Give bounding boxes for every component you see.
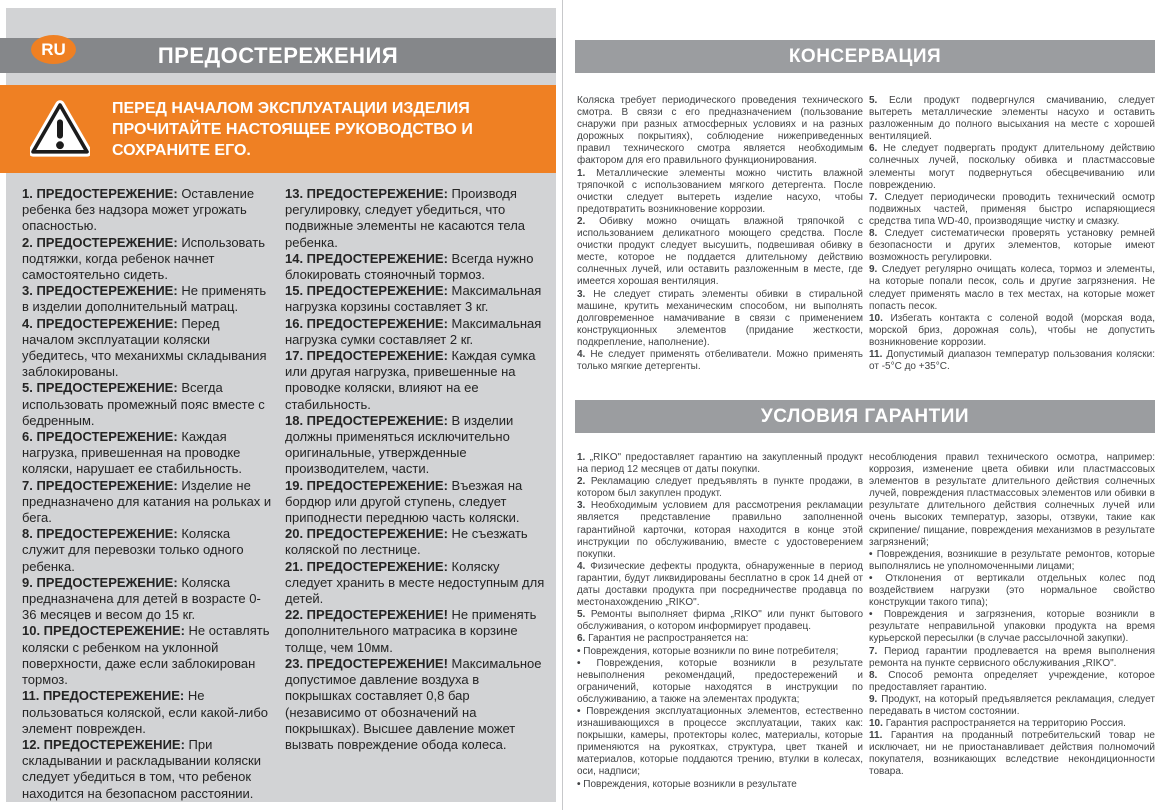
warranty-paragraph	[577, 658, 863, 706]
language-badge	[31, 35, 76, 64]
warning-label: 11. ПРЕДОСТЕРЕЖЕНИЕ:	[22, 688, 185, 704]
warning-text: Не съезжать коляской по лестнице.	[285, 526, 528, 558]
warning-label: 9. ПРЕДОСТЕРЕЖЕНИЕ:	[22, 574, 178, 590]
paragraph-text: Повреждения и загрязнения, которые возникли в результате неправильной упаковки продукта на время курьерской пересылки (в случае рассылочной закупки).	[869, 609, 1155, 645]
warning-item	[285, 656, 547, 753]
paragraph-text: Отклонения от вертикали отдельных колес под воздействием нагрузки (это нормальное свойство конструкции такого типа);	[869, 572, 1155, 609]
warning-label: 16. ПРЕДОСТЕРЕЖЕНИЕ:	[285, 315, 448, 331]
warning-item	[285, 283, 547, 315]
paragraph-text: Следует периодически проводить технический осмотр подвижных частей, применяя быстро испаряющиеся средства типа WD-40, производящие чистку и смазку.	[869, 191, 1155, 227]
warning-item	[285, 526, 547, 558]
warning-label: 15. ПРЕДОСТЕРЕЖЕНИЕ:	[285, 283, 448, 299]
warning-item	[285, 413, 547, 478]
paragraph-number: •	[869, 609, 873, 621]
maintenance-paragraph	[577, 349, 863, 373]
warning-item	[22, 575, 274, 624]
notice-banner	[0, 85, 556, 173]
warranty-columns	[577, 452, 1155, 791]
warning-label: 14. ПРЕДОСТЕРЕЖЕНИЕ:	[285, 250, 448, 266]
paragraph-text: Если продукт подвергнулся смачиванию, следует вытереть металлические элементы насухо и оставить разложенным до полного высыхания на месте с хорошей вентиляцией.	[869, 95, 1155, 143]
paragraph-number: 3.	[577, 500, 586, 512]
paragraph-number: 6.	[577, 633, 586, 645]
paragraph-number: 10.	[869, 718, 883, 730]
maintenance-paragraph	[869, 264, 1155, 312]
warning-item	[22, 235, 274, 284]
maintenance-paragraph	[869, 95, 1155, 143]
maintenance-paragraph	[869, 349, 1155, 373]
warning-label: 3. ПРЕДОСТЕРЕЖЕНИЕ:	[22, 283, 178, 299]
warning-text: Коляску следует хранить в месте недоступным для детей.	[285, 558, 545, 607]
warning-item	[22, 283, 274, 315]
warning-label: 5. ПРЕДОСТЕРЕЖЕНИЕ:	[22, 380, 178, 396]
paragraph-number: 2.	[577, 476, 586, 488]
warning-item	[22, 688, 274, 737]
warranty-paragraph	[869, 730, 1155, 778]
warning-label: 19. ПРЕДОСТЕРЕЖЕНИЕ:	[285, 477, 448, 493]
warranty-header-bar	[575, 400, 1155, 433]
warning-item	[285, 607, 547, 656]
warning-triangle-icon	[30, 98, 90, 160]
paragraph-number: •	[577, 645, 581, 657]
warranty-paragraph	[577, 500, 863, 560]
paragraph-text: Допустимый диапазон температур пользования коляски: от -5°C до +35°C.	[869, 348, 1155, 373]
paragraph-number: 11.	[869, 348, 883, 360]
warning-item	[285, 186, 547, 251]
warning-label: 22. ПРЕДОСТЕРЕЖЕНИЕ!	[285, 607, 448, 623]
paragraph-number: •	[869, 572, 873, 584]
warning-text: Производя регулировку, следует убедиться, что подвижные элементы не касаются тела ребенка.	[285, 186, 526, 250]
warning-text: Максимальное допустимое давление воздуха в покрышках составляет 0,8 бар (независимо от обозначений на покрышках). Высшее давление может вызвать повреждение обода колеса.	[285, 655, 542, 752]
warning-label: 20. ПРЕДОСТЕРЕЖЕНИЕ:	[285, 526, 448, 542]
warning-item	[22, 380, 274, 429]
warning-text: Въезжая на бордюр или другой ступень, следует приподнести переднюю часть коляски.	[285, 477, 523, 526]
warnings-column-1	[22, 186, 274, 802]
warning-item	[22, 526, 274, 575]
warranty-paragraph	[577, 633, 863, 645]
paragraph-number: 1.	[577, 167, 586, 179]
paragraph-number: 8.	[869, 669, 878, 681]
warning-item	[285, 478, 547, 527]
warranty-paragraph	[869, 549, 1155, 573]
paragraph-text: Повреждения, которые возникли в результате	[583, 778, 797, 790]
warning-text: Каждая сумка или другая нагрузка, привешенные на проводке коляски, влияют на ее стабильность.	[285, 348, 536, 412]
paragraph-text: Избегать контакта с соленой водой (морская вода, морской бриз, дорожная соль), чтобы не допустить возникновение коррозии.	[869, 312, 1155, 348]
warning-label: 2. ПРЕДОСТЕРЕЖЕНИЕ:	[22, 234, 178, 250]
paragraph-text: Следует систематически проверять установку ремней безопасности и других элементов, которые имеют возможность регулировки.	[869, 228, 1156, 264]
paragraph-number: 7.	[869, 645, 878, 657]
warning-text: Не пользоваться коляской, если какой-либо элемент поврежден.	[22, 688, 268, 736]
warning-label: 4. ПРЕДОСТЕРЕЖЕНИЕ:	[22, 315, 178, 331]
warning-text: Не применять дополнительного матрасика в корзине толще, чем 10мм.	[285, 607, 537, 655]
maintenance-paragraph	[577, 216, 863, 289]
warranty-paragraph	[577, 561, 863, 609]
paragraph-text: Следует регулярно очищать колеса, тормоз и элементы, на которые попали песок, соль и другие загрязнения. Не следует применять масло в тех местах, на которые может попасть песок.	[869, 264, 1156, 312]
paragraph-text: Коляска требует периодического проведения технического смотра. В связи с его предназначением (пользование снаружи при разных атмосферных условиях и на разных дорожных покрытиях), соблюдение нижеприведенных правил технического смотра является необходимым фактором для его правильного функционирования.	[577, 95, 863, 167]
warning-item	[285, 316, 547, 348]
warranty-paragraph	[869, 670, 1155, 694]
warning-text: Максимальная нагрузка сумки составляет 2 кг.	[285, 315, 542, 347]
warning-text: Всегда использовать промежный пояс вместе с бедренным.	[22, 380, 265, 428]
warning-text: Максимальная нагрузка корзины составляет 3 кг.	[285, 283, 542, 315]
paragraph-number: 9.	[869, 693, 878, 705]
paragraph-number: 11.	[869, 730, 883, 742]
paragraph-number: •	[869, 548, 873, 560]
paragraph-number: 6.	[869, 143, 878, 155]
paragraph-text: Ремонты выполняет фирма „RIKO" или пункт бытового обслуживания, о котором информирует продавец.	[577, 609, 864, 633]
warning-text: Каждая нагрузка, привешенная на проводке коляски, нарушает ее стабильность.	[22, 429, 243, 477]
warning-label: 1. ПРЕДОСТЕРЕЖЕНИЕ:	[22, 186, 178, 201]
paragraph-number: 10.	[869, 312, 883, 324]
paragraph-number: •	[577, 657, 581, 669]
paragraph-text: Гарантия на проданный потребительский товар не исключает, ни не приостанавливает действия полномочий покупателя, возникающих вследствие некондиционности товара.	[869, 730, 1155, 778]
warranty-paragraph	[869, 646, 1155, 670]
warning-label: 7. ПРЕДОСТЕРЕЖЕНИЕ:	[22, 477, 178, 493]
paragraph-number: •	[577, 778, 581, 790]
warning-item	[22, 478, 274, 527]
paragraph-number: 2.	[577, 215, 586, 227]
warning-text: Оставление ребенка без надзора может угрожать опасностью.	[22, 186, 255, 234]
paragraph-text: несоблюдения правил технического осмотра, например: коррозия, изменение цвета обивки или пластмассовых элементов в результате длительного действия солнечных лучей, повреждения пластмассовых элементов или обивки в результате длительного действия солнечных лучей или очень высоких температур, зазоры, отзвуки, такие как скрипение/ пищание, повреждения механизмов в результате загрязнений;	[869, 452, 1155, 548]
warning-label: 13. ПРЕДОСТЕРЕЖЕНИЕ:	[285, 186, 448, 201]
warning-text: Использовать подтяжки, когда ребенок начнет самостоятельно сидеть.	[22, 234, 265, 283]
maintenance-paragraph	[577, 95, 863, 168]
maintenance-column-1	[577, 95, 863, 373]
warning-label: 12. ПРЕДОСТЕРЕЖЕНИЕ:	[22, 736, 185, 752]
warning-label: 17. ПРЕДОСТЕРЕЖЕНИЕ:	[285, 348, 448, 364]
paragraph-number: 5.	[577, 609, 586, 621]
warranty-paragraph	[869, 694, 1155, 718]
warning-item	[285, 559, 547, 608]
warning-item	[285, 348, 547, 413]
maintenance-paragraph	[577, 289, 863, 349]
warranty-column-1	[577, 452, 863, 791]
paragraph-text: Продукт, на который предъявляется рекламация, следует передавать в чистом состоянии.	[869, 693, 1155, 717]
paragraph-text: Период гарантии продлевается на время выполнения ремонта на пункте сервисного обслуживания „RIKO".	[869, 645, 1155, 669]
paragraph-text: Физические дефекты продукта, обнаруженные в период гарантии, будут ликвидированы бесплатно в срок 14 дней от даты доставки продукта при посредничестве продавца по местонахождению „RIKO".	[577, 560, 863, 609]
paragraph-number: 7.	[869, 191, 878, 203]
warning-item	[22, 186, 274, 235]
warning-label: 21. ПРЕДОСТЕРЕЖЕНИЕ:	[285, 558, 448, 574]
paragraph-text: Не следует применять отбеливатели. Можно применять только мягкие детергенты.	[577, 348, 863, 373]
warranty-paragraph	[869, 609, 1155, 645]
paragraph-text: Гарантия не распространяется на:	[588, 633, 749, 645]
warning-text: Перед началом эксплуатации коляски убедитесь, что механихмы складывания заблокированы.	[22, 315, 267, 380]
warning-label: 18. ПРЕДОСТЕРЕЖЕНИЕ:	[285, 412, 448, 428]
warnings-column-2	[285, 186, 547, 802]
paragraph-text: Повреждения, которые возникли в результате невыполнения рекомендаций, предостережений и ограничений, которые находятся в инструкции по обслуживанию, а также на элементах продукта;	[577, 657, 863, 705]
warranty-paragraph	[869, 573, 1155, 609]
warning-text: Коляска служит для перевозки только одного ребенка.	[22, 526, 244, 574]
paragraph-number: 1.	[577, 452, 586, 463]
warranty-paragraph	[869, 452, 1155, 549]
warning-item	[22, 429, 274, 478]
paragraph-text: Способ ремонта определяет учреждение, которое предоставляет гарантию.	[869, 669, 1155, 693]
paragraph-text: Металлические элементы можно чистить влажной тряпочкой с использованием мягкого детергента. После очистки следует вытереть изделие насухо, чтобы предотвратить возникновение коррозии.	[577, 167, 864, 215]
maintenance-columns	[577, 95, 1155, 373]
maintenance-title: КОНСЕРВАЦИЯ	[788, 46, 942, 67]
warranty-paragraph	[577, 706, 863, 779]
warning-label: 10. ПРЕДОСТЕРЕЖЕНИЕ:	[22, 623, 185, 639]
warning-text: В изделии должны применяться исключительно оригинальные, утвержденные производителем, части.	[285, 412, 514, 477]
warranty-paragraph	[577, 609, 863, 633]
warning-text: Не применять в изделии дополнительный матрац.	[22, 283, 267, 315]
notice-text: ПЕРЕД НАЧАЛОМ ЭКСПЛУАТАЦИИ ИЗДЕЛИЯ ПРОЧИТАЙТЕ НАСТОЯЩЕЕ РУКОВОДСТВО И СОХРАНИТЕ ЕГО.	[112, 99, 473, 159]
paragraph-text: Необходимым условием для рассмотрения рекламации является представление правильно заполненной гарантийной карточки, которая находится в конце этой инструкции по обслуживанию, вместе с удостоверением покупки.	[577, 500, 864, 560]
maintenance-header-bar	[575, 40, 1155, 73]
warnings-columns	[22, 186, 556, 802]
warranty-paragraph	[577, 452, 863, 476]
warning-item	[22, 623, 274, 688]
paragraph-text: Повреждения эксплуатационных элементов, естественно изнашивающихся в процессе эксплуатации, таких как: покрышки, камеры, протекторы колес, материалы, которые применяются на рукоятках, структура, цвет тканей и материалов, которые поддаются трению, втулки в колесах, оси, надписи;	[577, 705, 864, 778]
paragraph-text: Обивку можно очищать влажной тряпочкой с использованием деликатного моющего средства. После очистки продукт следует высушить, подвешивая обивку в месте, которое не поддается длительному действию солнечных лучей, или оставить разложенным в месте, где имеется хорошая вентиляция.	[577, 215, 863, 288]
warranty-title: УСЛОВИЯ ГАРАНТИИ	[760, 406, 970, 427]
paragraph-text: Повреждения, возникшие в результате ремонтов, которые выполнялись не уполномоченными лицами;	[869, 548, 1155, 572]
paragraph-number: 3.	[577, 288, 586, 300]
maintenance-paragraph	[869, 192, 1155, 228]
warning-text: Всегда нужно блокировать стояночный тормоз.	[285, 250, 534, 283]
paragraph-number: 5.	[869, 95, 878, 106]
warranty-paragraph	[577, 779, 863, 791]
paragraph-text: Не следует стирать элементы обивки в стиральной машине, крутить механическим способом, ни выполнять долговременное намачивание в связи с применением конструкционных элементов (придание жесткости, подкрепление, наполнение).	[577, 288, 864, 348]
paragraph-text: Не следует подвергать продукт длительному действию солнечных лучей, поскольку обивка и пластмассовые элементы могут подвернуться обесцвечиванию или повреждению.	[869, 143, 1156, 191]
paragraph-number: •	[577, 705, 581, 717]
paragraph-text: Гарантия распространяется на территорию Россия.	[885, 718, 1126, 730]
paragraph-number: 9.	[869, 264, 878, 276]
maintenance-paragraph	[869, 228, 1155, 264]
warning-text: При складывании и раскладывании коляски следует убедиться в том, что ребенок находится на безопасном расстоянии.	[22, 736, 261, 801]
paragraph-text: „RIKO" предоставляет гарантию на закупленный продукт на период 12 месяцев от даты покупки.	[577, 452, 863, 476]
paragraph-text: Повреждения, которые возникли по вине потребителя;	[583, 645, 839, 657]
page-divider	[562, 0, 563, 810]
warranty-paragraph	[577, 646, 863, 658]
warranty-paragraph	[869, 718, 1155, 730]
warranty-column-2	[869, 452, 1155, 791]
maintenance-paragraph	[869, 143, 1155, 191]
warning-label: 8. ПРЕДОСТЕРЕЖЕНИЕ:	[22, 526, 178, 542]
warning-item	[22, 316, 274, 381]
warning-label: 23. ПРЕДОСТЕРЕЖЕНИЕ!	[285, 655, 448, 671]
warning-text: Изделие не предназначено для катания на рольках и бега.	[22, 477, 272, 526]
paragraph-number: 8.	[869, 228, 878, 240]
language-badge-label: RU	[41, 39, 66, 59]
maintenance-paragraph	[577, 168, 863, 216]
maintenance-column-2	[869, 95, 1155, 373]
maintenance-paragraph	[869, 313, 1155, 349]
warnings-title: ПРЕДОСТЕРЕЖЕНИЯ	[157, 43, 399, 68]
warranty-paragraph	[577, 476, 863, 500]
warning-text: Коляска предназначена для детей в возрасте 0-36 месяцев и весом до 15 кг.	[22, 574, 261, 623]
paragraph-number: 4.	[577, 560, 586, 572]
paragraph-number: 4.	[577, 348, 586, 360]
warning-text: Не оставлять коляски с ребенком на уклонной поверхности, даже если заблокирован тормоз.	[22, 623, 270, 688]
warning-item	[285, 251, 547, 283]
warning-label: 6. ПРЕДОСТЕРЕЖЕНИЕ:	[22, 429, 178, 445]
warnings-header-bar	[0, 38, 556, 73]
paragraph-text: Рекламацию следует предъявлять в пункте продажи, в котором был закуплен продукт.	[577, 476, 864, 500]
warning-item	[22, 737, 274, 802]
